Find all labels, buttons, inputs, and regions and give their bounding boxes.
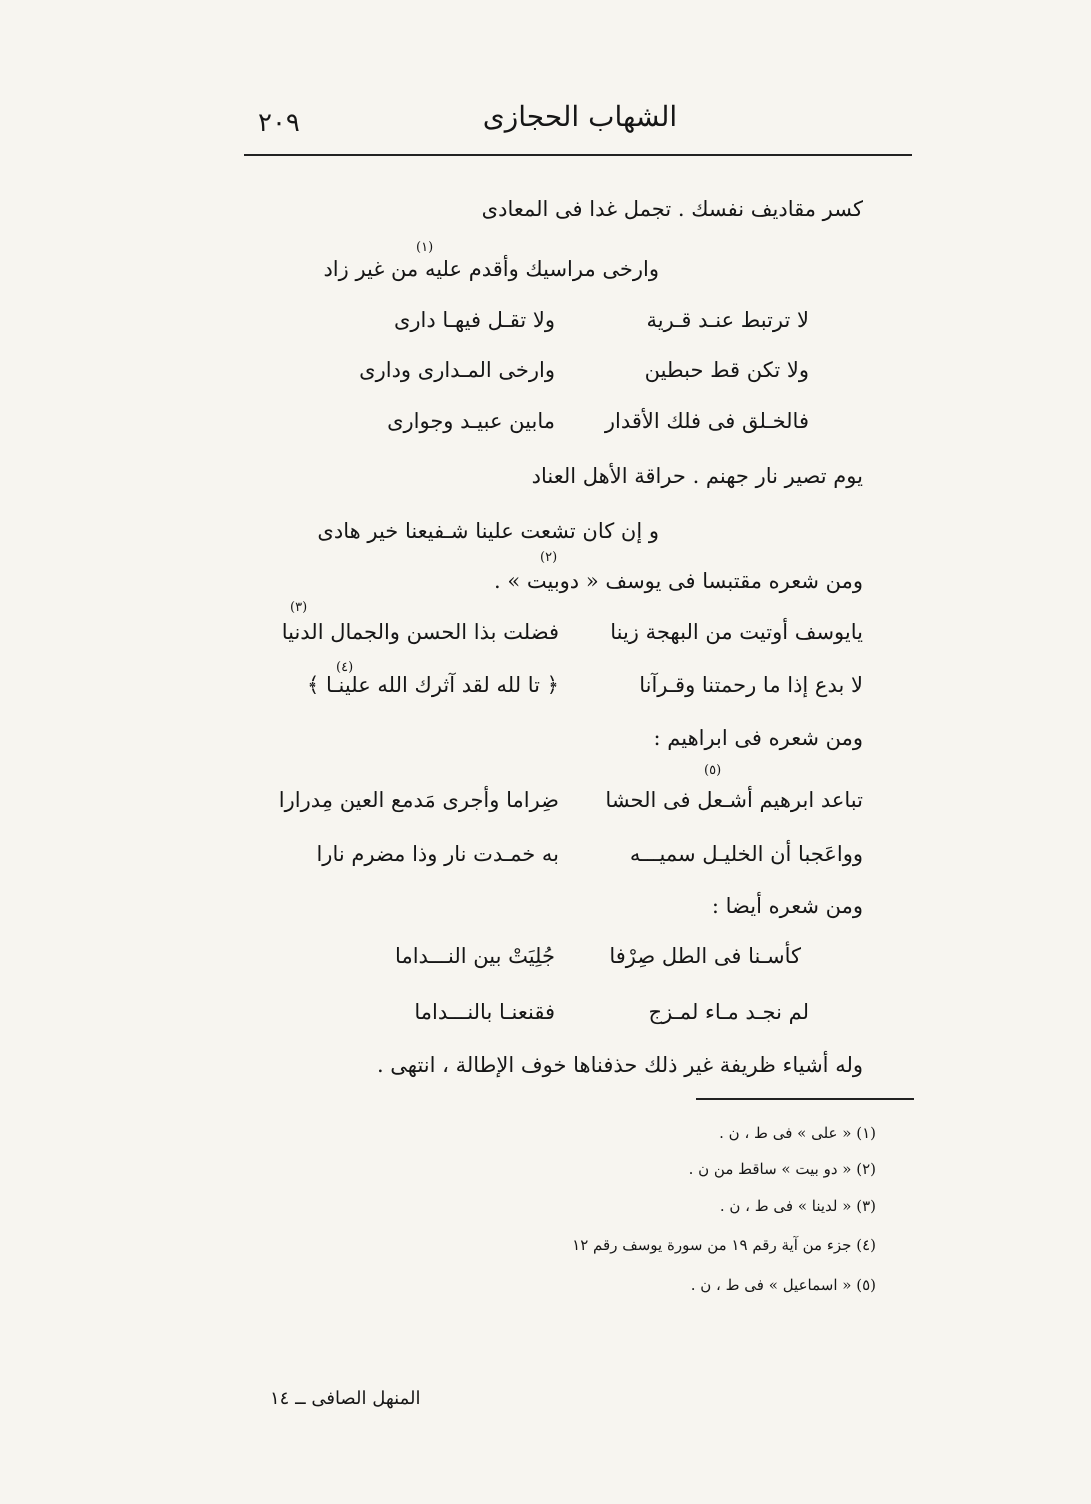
verse-9-second-hemistich: فقنعنـا بالنـــداما (414, 1000, 555, 1024)
verse-1-first-hemistich: لا ترتبط عنـد قـرية (646, 308, 809, 332)
page-number: ٢٠٩ (258, 108, 300, 138)
footnote-5: (٥) « اسماعيل » فى ط ، ن . (690, 1276, 876, 1294)
verse-3-second-hemistich: مابين عبيـد وجوارى (387, 409, 555, 433)
verse-7-second-hemistich: به خمـدت نار وذا مضرم نارا (316, 842, 559, 866)
verse-9-first-hemistich: لم نجـد مـاء لمـزج (648, 1000, 809, 1024)
note-marker-1: (١) (416, 240, 434, 255)
running-header-title: الشهاب الحجازى (482, 100, 678, 133)
verse-8-second-hemistich: جُلِيَتْ بين النـــداما (395, 944, 555, 968)
text-line-5: ومن شعره مقتبسا فى يوسف « دوبيت » . (493, 569, 863, 593)
footnote-divider (696, 1098, 914, 1100)
footnote-1: (١) « على » فى ط ، ن . (719, 1124, 876, 1142)
text-line-7: ومن شعره أيضا : (711, 894, 863, 918)
verse-2-second-hemistich: وارخى المـدارى ودارى (359, 358, 555, 382)
text-line-1: كسر مقاديف نفسك . تجمل غدا فى المعادى (481, 197, 863, 221)
verse-6-first-hemistich: تباعد ابرهيم أشـعل فى الحشا (605, 788, 863, 812)
note-marker-4: (٤) (336, 660, 354, 675)
verse-5-second-hemistich: ﴿ تا لله لقد آثرك الله علينـا ﴾ (307, 673, 559, 697)
verse-3-first-hemistich: فالخـلق فى فلك الأقدار (604, 409, 809, 433)
verse-2-first-hemistich: ولا تكن قط حبطين (644, 358, 809, 382)
text-line-4: و إن كان تشعت علينا شـفيعنا خير هادى (317, 519, 659, 543)
verse-8-first-hemistich: كأسـنا فى الطل صِرْفا (609, 944, 801, 968)
footnote-3: (٣) « لدينا » فى ط ، ن . (719, 1197, 876, 1215)
text-line-8: وله أشياء ظريفة غير ذلك حذفناها خوف الإطالة ، انتهى . (376, 1053, 863, 1077)
text-line-2: وارخى مراسيك وأقدم عليه من غير زاد (323, 257, 659, 281)
header-divider (244, 154, 912, 156)
signature-mark: المنهل الصافى ــ ١٤ (270, 1388, 421, 1409)
text-line-3: يوم تصير نار جهنم . حراقة الأهل العناد (531, 464, 863, 488)
verse-5-first-hemistich: لا بدع إذا ما رحمتنا وقـرآنا (639, 673, 863, 697)
text-line-6: ومن شعره فى ابراهيم : (653, 726, 863, 750)
note-marker-5: (٥) (704, 763, 722, 778)
verse-1-second-hemistich: ولا تقـل فيهـا دارى (393, 308, 555, 332)
verse-4-second-hemistich: فضلت بذا الحسن والجمال الدنيا (281, 620, 559, 644)
verse-4-first-hemistich: يايوسف أوتيت من البهجة زينا (610, 620, 863, 644)
note-marker-2: (٢) (540, 550, 558, 565)
footnote-2: (٢) « دو بيت » ساقط من ن . (688, 1160, 876, 1178)
verse-7-first-hemistich: وواعَجبا أن الخليـل سميـــه (629, 842, 863, 866)
verse-6-second-hemistich: ضِراما وأجرى مَدمع العين مِدرارا (278, 788, 559, 812)
footnote-4: (٤) جزء من آية رقم ١٩ من سورة يوسف رقم ١٢ (572, 1236, 876, 1254)
note-marker-3: (٣) (290, 600, 308, 615)
